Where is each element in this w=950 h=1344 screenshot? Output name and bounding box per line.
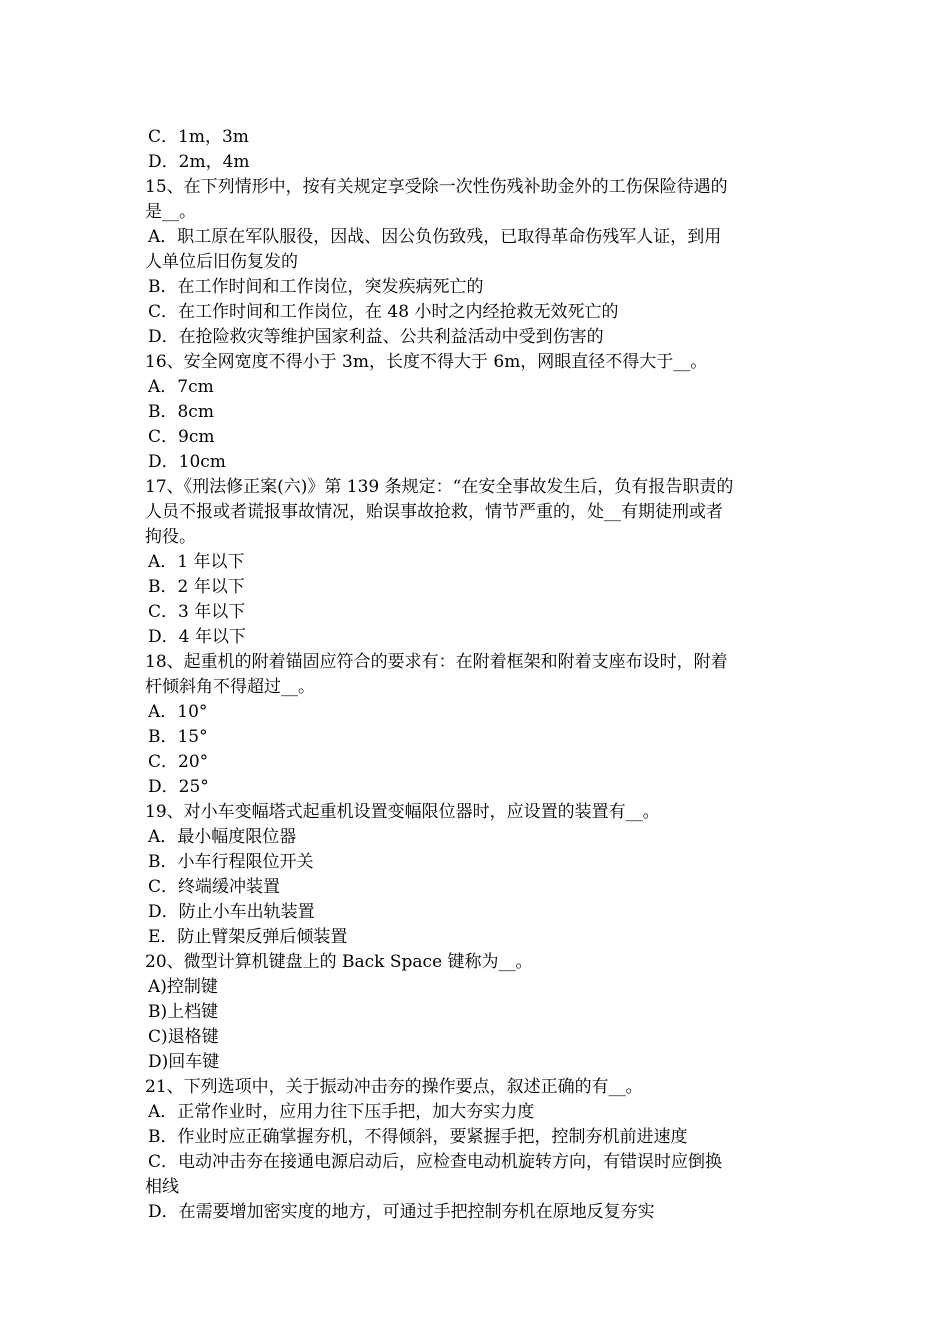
answer-option-line: D．防止小车出轨装置 [148, 902, 315, 922]
answer-option-line: A．7cm [148, 377, 214, 397]
answer-option-line: C．1m，3m [148, 127, 249, 147]
answer-option-line: C．终端缓冲装置 [148, 877, 281, 897]
answer-option-line: C．20° [148, 752, 209, 772]
answer-option-line: C．电动冲击夯在接通电源启动后，应检查电动机旋转方向，有错误时应倒换 [148, 1152, 723, 1172]
answer-option-line: A)控制键 [148, 977, 218, 997]
question-text-line: 20、微型计算机键盘上的 Back Space 键称为__。 [145, 952, 533, 972]
answer-option-line: B．小车行程限位开关 [148, 852, 314, 872]
question-text-line: 是__。 [145, 202, 196, 222]
answer-option-line: B．2 年以下 [148, 577, 245, 597]
answer-option-line: D)回车键 [148, 1052, 220, 1072]
answer-option-line: A．1 年以下 [148, 552, 245, 572]
document-page [145, 125, 810, 1225]
answer-option-line: D．2m，4m [148, 152, 250, 172]
answer-option-line: D．4 年以下 [148, 627, 246, 647]
answer-option-line: B．15° [148, 727, 208, 747]
question-text-line: 相线 [145, 1177, 179, 1197]
answer-option-line: A．职工原在军队服役，因战、因公负伤致残，已取得革命伤残军人证，到用 [148, 227, 722, 247]
answer-option-line: A．正常作业时，应用力往下压手把，加大夯实力度 [148, 1102, 535, 1122]
question-text-line: 18、起重机的附着锚固应符合的要求有：在附着框架和附着支座布设时，附着 [145, 652, 728, 672]
answer-option-line: D．在抢险救灾等维护国家利益、公共利益活动中受到伤害的 [148, 327, 604, 347]
question-text-line: 人单位后旧伤复发的 [145, 252, 298, 272]
answer-option-line: D．10cm [148, 452, 226, 472]
answer-option-line: E．防止臂架反弹后倾装置 [148, 927, 348, 947]
answer-option-line: D．在需要增加密实度的地方，可通过手把控制夯机在原地反复夯实 [148, 1202, 655, 1222]
answer-option-line: C．9cm [148, 427, 215, 447]
question-text-line: 21、下列选项中，关于振动冲击夯的操作要点，叙述正确的有__。 [145, 1077, 643, 1097]
question-text-line: 人员不报或者谎报事故情况，贻误事故抢救，情节严重的，处__有期徒刑或者 [145, 502, 723, 522]
question-text-line: 拘役。 [145, 527, 196, 547]
question-text-line: 17、《刑法修正案(六)》第 139 条规定：“在安全事故发生后，负有报告职责的 [145, 477, 734, 497]
answer-option-line: B．8cm [148, 402, 214, 422]
answer-option-line: B)上档键 [148, 1002, 219, 1022]
answer-option-line: B．在工作时间和工作岗位，突发疾病死亡的 [148, 277, 484, 297]
answer-option-line: C．在工作时间和工作岗位，在 48 小时之内经抢救无效死亡的 [148, 302, 619, 322]
answer-option-line: C)退格键 [148, 1027, 219, 1047]
answer-option-line: B．作业时应正确掌握夯机，不得倾斜，要紧握手把，控制夯机前进速度 [148, 1127, 688, 1147]
question-text-line: 杆倾斜角不得超过__。 [145, 677, 315, 697]
question-text-line: 19、对小车变幅塔式起重机设置变幅限位器时，应设置的装置有__。 [145, 802, 660, 822]
question-text-line: 15、在下列情形中，按有关规定享受除一次性伤残补助金外的工伤保险待遇的 [145, 177, 728, 197]
answer-option-line: A．10° [148, 702, 208, 722]
answer-option-line: D．25° [148, 777, 209, 797]
answer-option-line: A．最小幅度限位器 [148, 827, 297, 847]
question-text-line: 16、安全网宽度不得小于 3m，长度不得大于 6m，网眼直径不得大于__。 [145, 352, 708, 372]
answer-option-line: C．3 年以下 [148, 602, 246, 622]
